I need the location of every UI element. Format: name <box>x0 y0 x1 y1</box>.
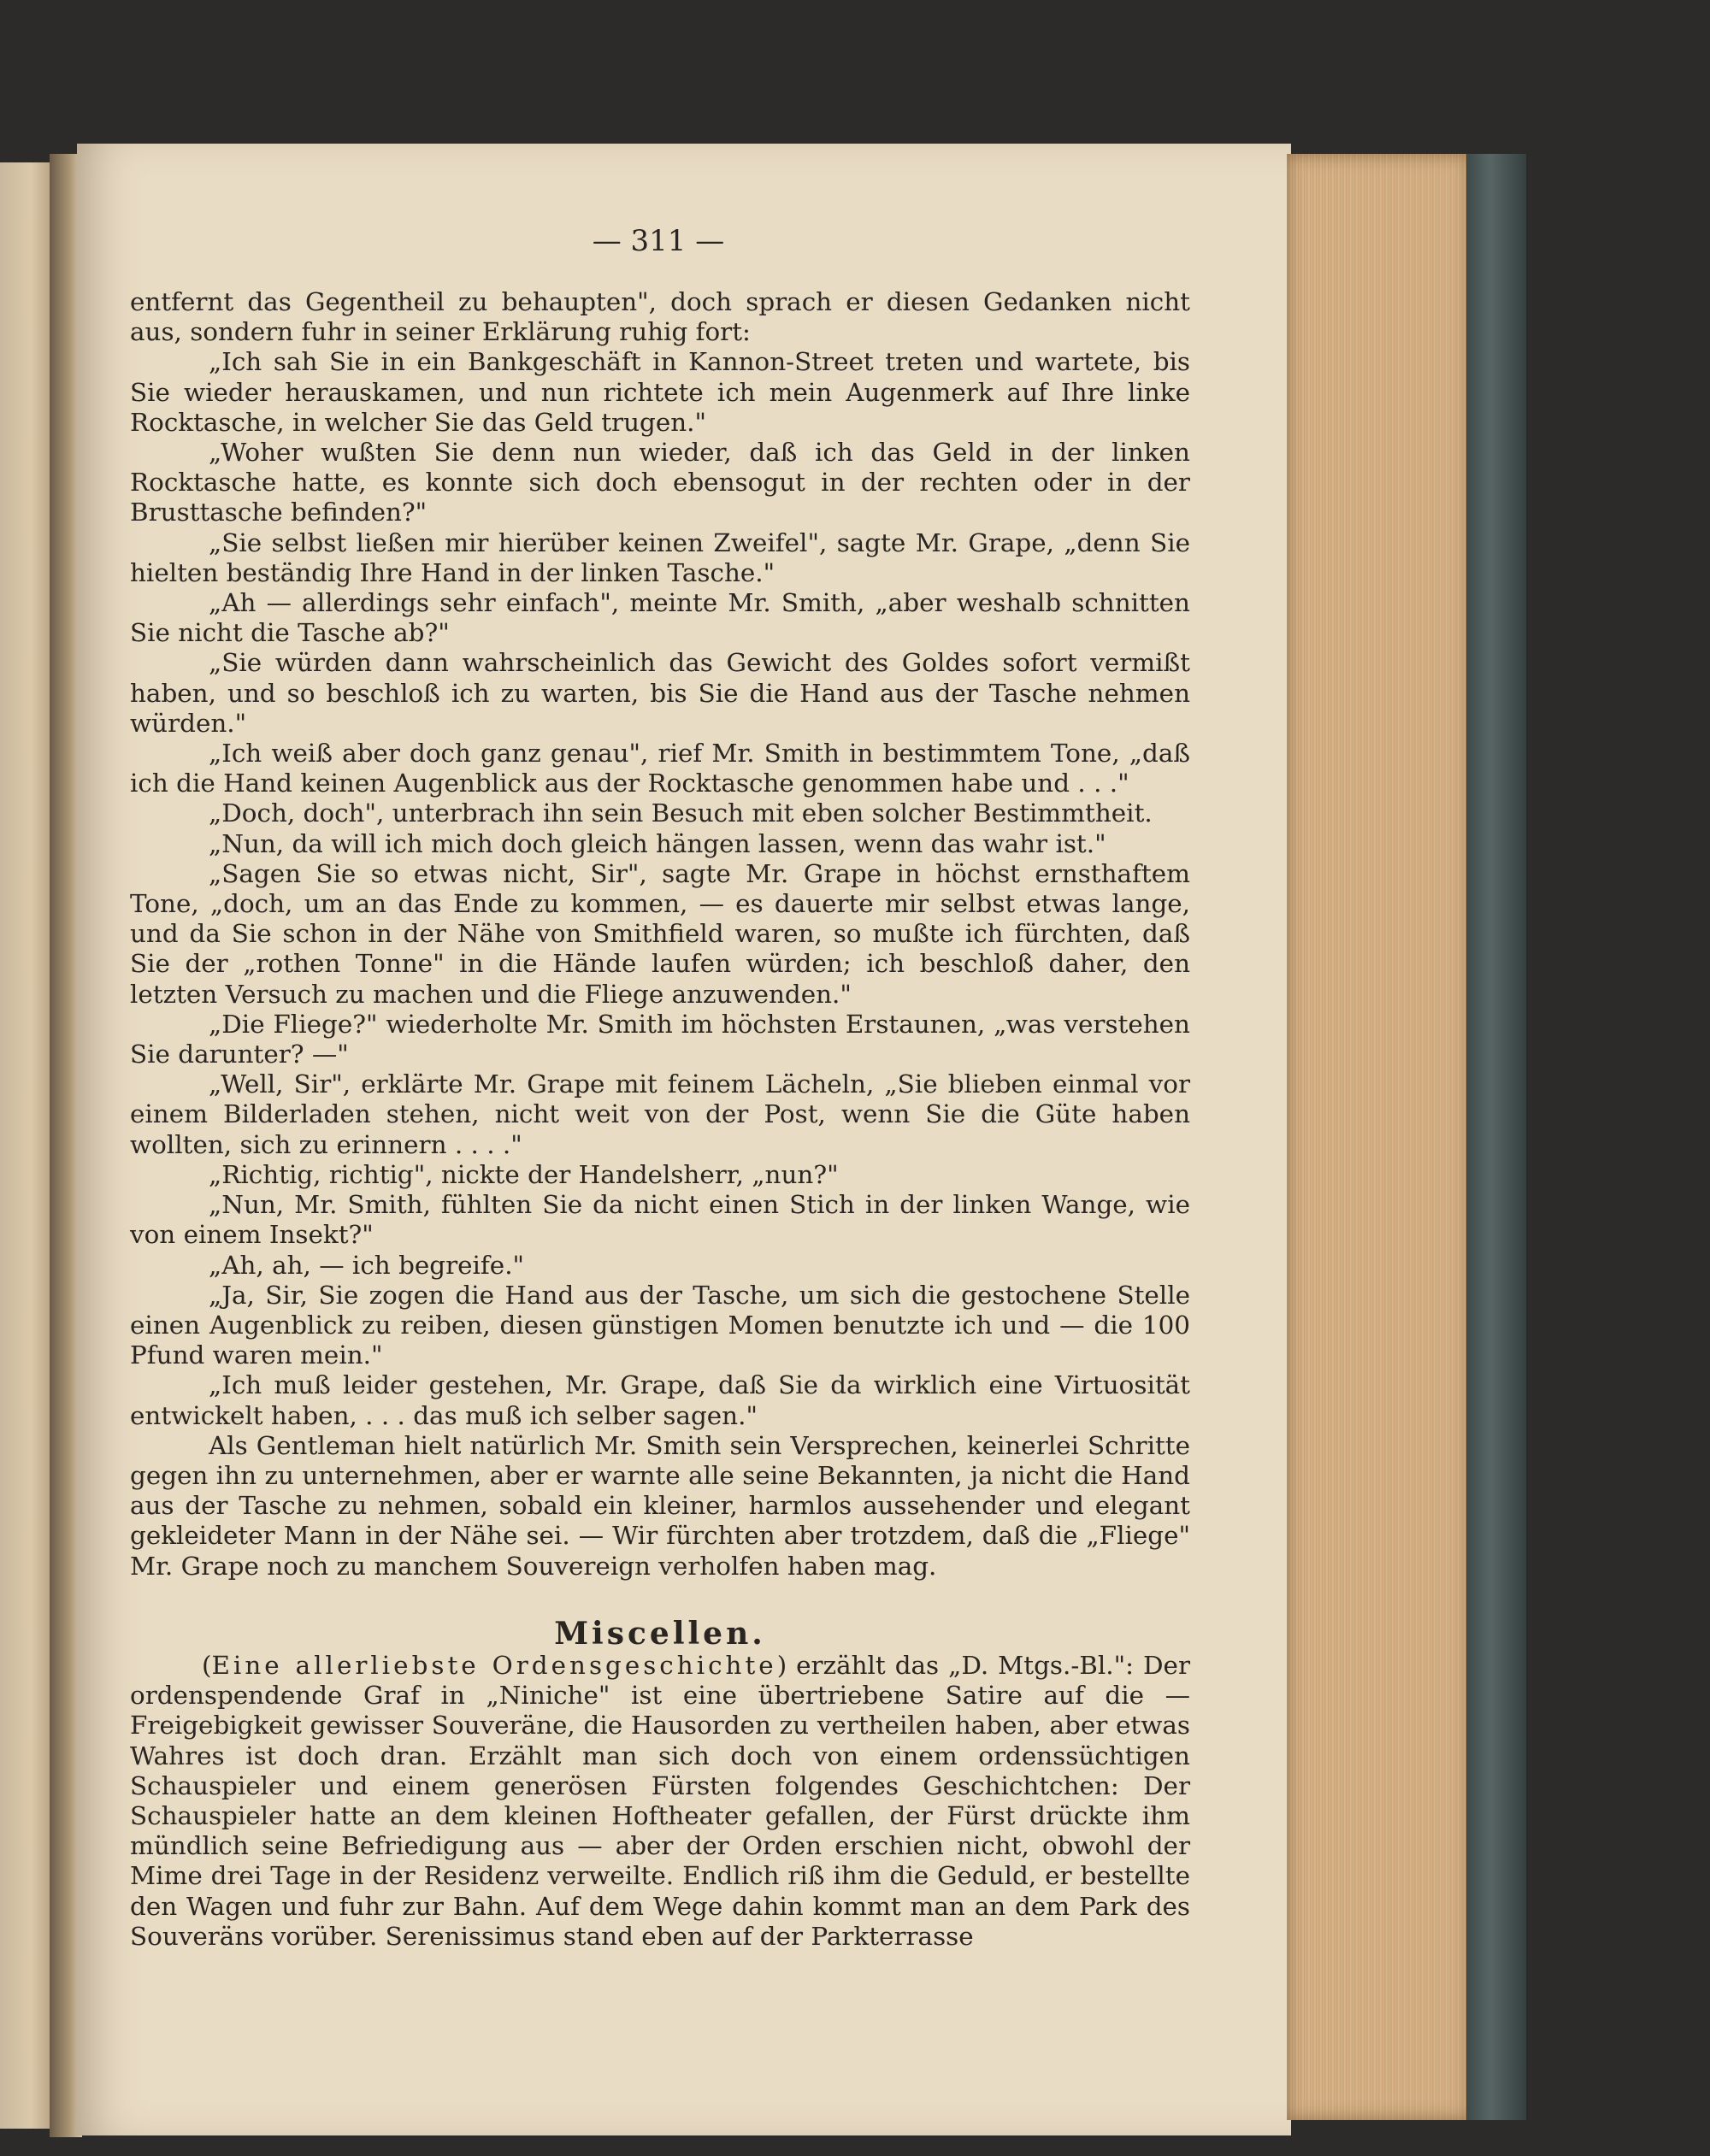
paragraph: „Nun, Mr. Smith, fühlten Sie da nicht einen Stich in der linken Wange, wie von einem Insekt?" <box>130 1190 1190 1250</box>
paragraph: „Sie würden dann wahrscheinlich das Gewicht des Goldes sofort vermißt haben, und so beschloß ich zu warten, bis Sie die Hand aus der Tasche nehmen würden." <box>130 648 1190 738</box>
story-section <box>130 287 1190 1582</box>
paragraph: „Die Fliege?" wiederholte Mr. Smith im höchsten Erstaunen, „was verstehen Sie darunter? —" <box>130 1009 1190 1069</box>
paragraph: „Ich sah Sie in ein Bankgeschäft in Kannon-Street treten und wartete, bis Sie wieder herauskamen, und nun richtete ich mein Augenmerk auf Ihre linke Rocktasche, in welcher Sie das Geld trugen." <box>130 347 1190 437</box>
miscellen-spaced-title: Eine allerliebste Ordensgeschichte <box>211 1650 777 1680</box>
paragraph: „Ich weiß aber doch ganz genau", rief Mr. Smith in bestimmtem Tone, „daß ich die Hand keinen Augenblick aus der Rocktasche genommen habe und . . ." <box>130 739 1190 798</box>
open-paren: ( <box>202 1650 212 1680</box>
paragraph: „Ich muß leider gestehen, Mr. Grape, daß Sie da wirklich eine Virtuosität entwickelt haben, . . . das muß ich selber sagen." <box>130 1370 1190 1430</box>
paragraph: Als Gentleman hielt natürlich Mr. Smith sein Versprechen, keinerlei Schritte gegen ihn zu unternehmen, aber er warnte alle seine Bekannten, ja nicht die Hand aus der Tasche zu nehmen, sobald ein kleiner, harmlos aussehender und elegant gekleideter Mann in der Nähe sei. — Wir fürchten aber trotzdem, daß die „Fliege" Mr. Grape noch zu manchem Souvereign verholfen haben mag. <box>130 1430 1190 1581</box>
paragraph: entfernt das Gegentheil zu behaupten", doch sprach er diesen Gedanken nicht aus, sondern fuhr in seiner Erklärung ruhig fort: <box>130 287 1190 347</box>
close-paren: ) <box>776 1650 787 1680</box>
paragraph: „Sagen Sie so etwas nicht, Sir", sagte Mr. Grape in höchst ernsthaftem Tone, „doch, um an das Ende zu kommen, — es dauerte mir selbst etwas lange, und da Sie schon in der Nähe von Smithfield waren, so mußte ich fürchten, daß Sie der „rothen Tonne" in die Hände laufen würden; ich beschloß daher, den letzten Versuch zu machen und die Fliege anzuwenden." <box>130 858 1190 1009</box>
paragraph: „Woher wußten Sie denn nun wieder, daß ich das Geld in der linken Rocktasche hatte, es konnte sich doch ebensogut in der rechten oder in der Brusttasche befinden?" <box>130 438 1190 527</box>
paragraph: „Well, Sir", erklärte Mr. Grape mit feinem Lächeln, „Sie blieben einmal vor einem Bilderladen stehen, nicht weit von der Post, wenn Sie die Güte haben wollten, sich zu erinnern . . . ." <box>130 1069 1190 1159</box>
book-cover-edge <box>1466 154 1526 2120</box>
paragraph: „Ah, ah, — ich begreife." <box>209 1250 525 1280</box>
miscellen-paragraph <box>130 1651 1190 1952</box>
page-text <box>130 287 1190 1952</box>
paragraph: „Doch, doch", unterbrach ihn sein Besuch mit eben solcher Bestimmtheit. <box>209 798 1153 828</box>
left-page-edge <box>0 162 51 2129</box>
paragraph: „Richtig, richtig", nickte der Handelsherr, „nun?" <box>209 1159 839 1189</box>
paragraph: „Sie selbst ließen mir hierüber keinen Zweifel", sagte Mr. Grape, „denn Sie hielten beständig Ihre Hand in der linken Tasche." <box>130 527 1190 587</box>
paragraph: „Ah — allerdings sehr einfach", meinte Mr. Smith, „aber weshalb schnitten Sie nicht die Tasche ab?" <box>130 588 1190 648</box>
miscellen-body: erzählt das „D. Mtgs.-Bl.": Der ordenspendende Graf in „Niniche" ist eine übertriebene Satire auf die — Freigebigkeit gewisser Souveräne, die Hausorden zu vertheilen haben, aber etwas Wahres ist doch dran. Erzählt man sich doch von einem ordenssüchtigen Schauspieler und einem generösen Fürsten folgendes Geschichtchen: Der Schauspieler hatte an dem kleinen Hoftheater gefallen, der Fürst drückte ihm mündlich seine Befriedigung aus — aber der Orden erschien nicht, obwohl der Mime drei Tage in der Residenz verweilte. Endlich riß ihm die Geduld, er bestellte den Wagen und fuhr zur Bahn. Auf dem Wege dahin kommt man an dem Park des Souveräns vorüber. Serenissimus stand eben auf der Parkterrasse <box>130 1650 1190 1951</box>
page-number: — 311 — <box>592 224 725 258</box>
paragraph: „Ja, Sir, Sie zogen die Hand aus der Tasche, um sich die gestochene Stelle einen Augenblick zu reiben, diesen günstigen Momen benutzte ich und — die 100 Pfund waren mein." <box>130 1280 1190 1370</box>
page-block-edge <box>1287 154 1471 2120</box>
paragraph: „Nun, da will ich mich doch gleich hängen lassen, wenn das wahr ist." <box>209 828 1106 858</box>
section-heading: Miscellen. <box>554 1615 766 1652</box>
